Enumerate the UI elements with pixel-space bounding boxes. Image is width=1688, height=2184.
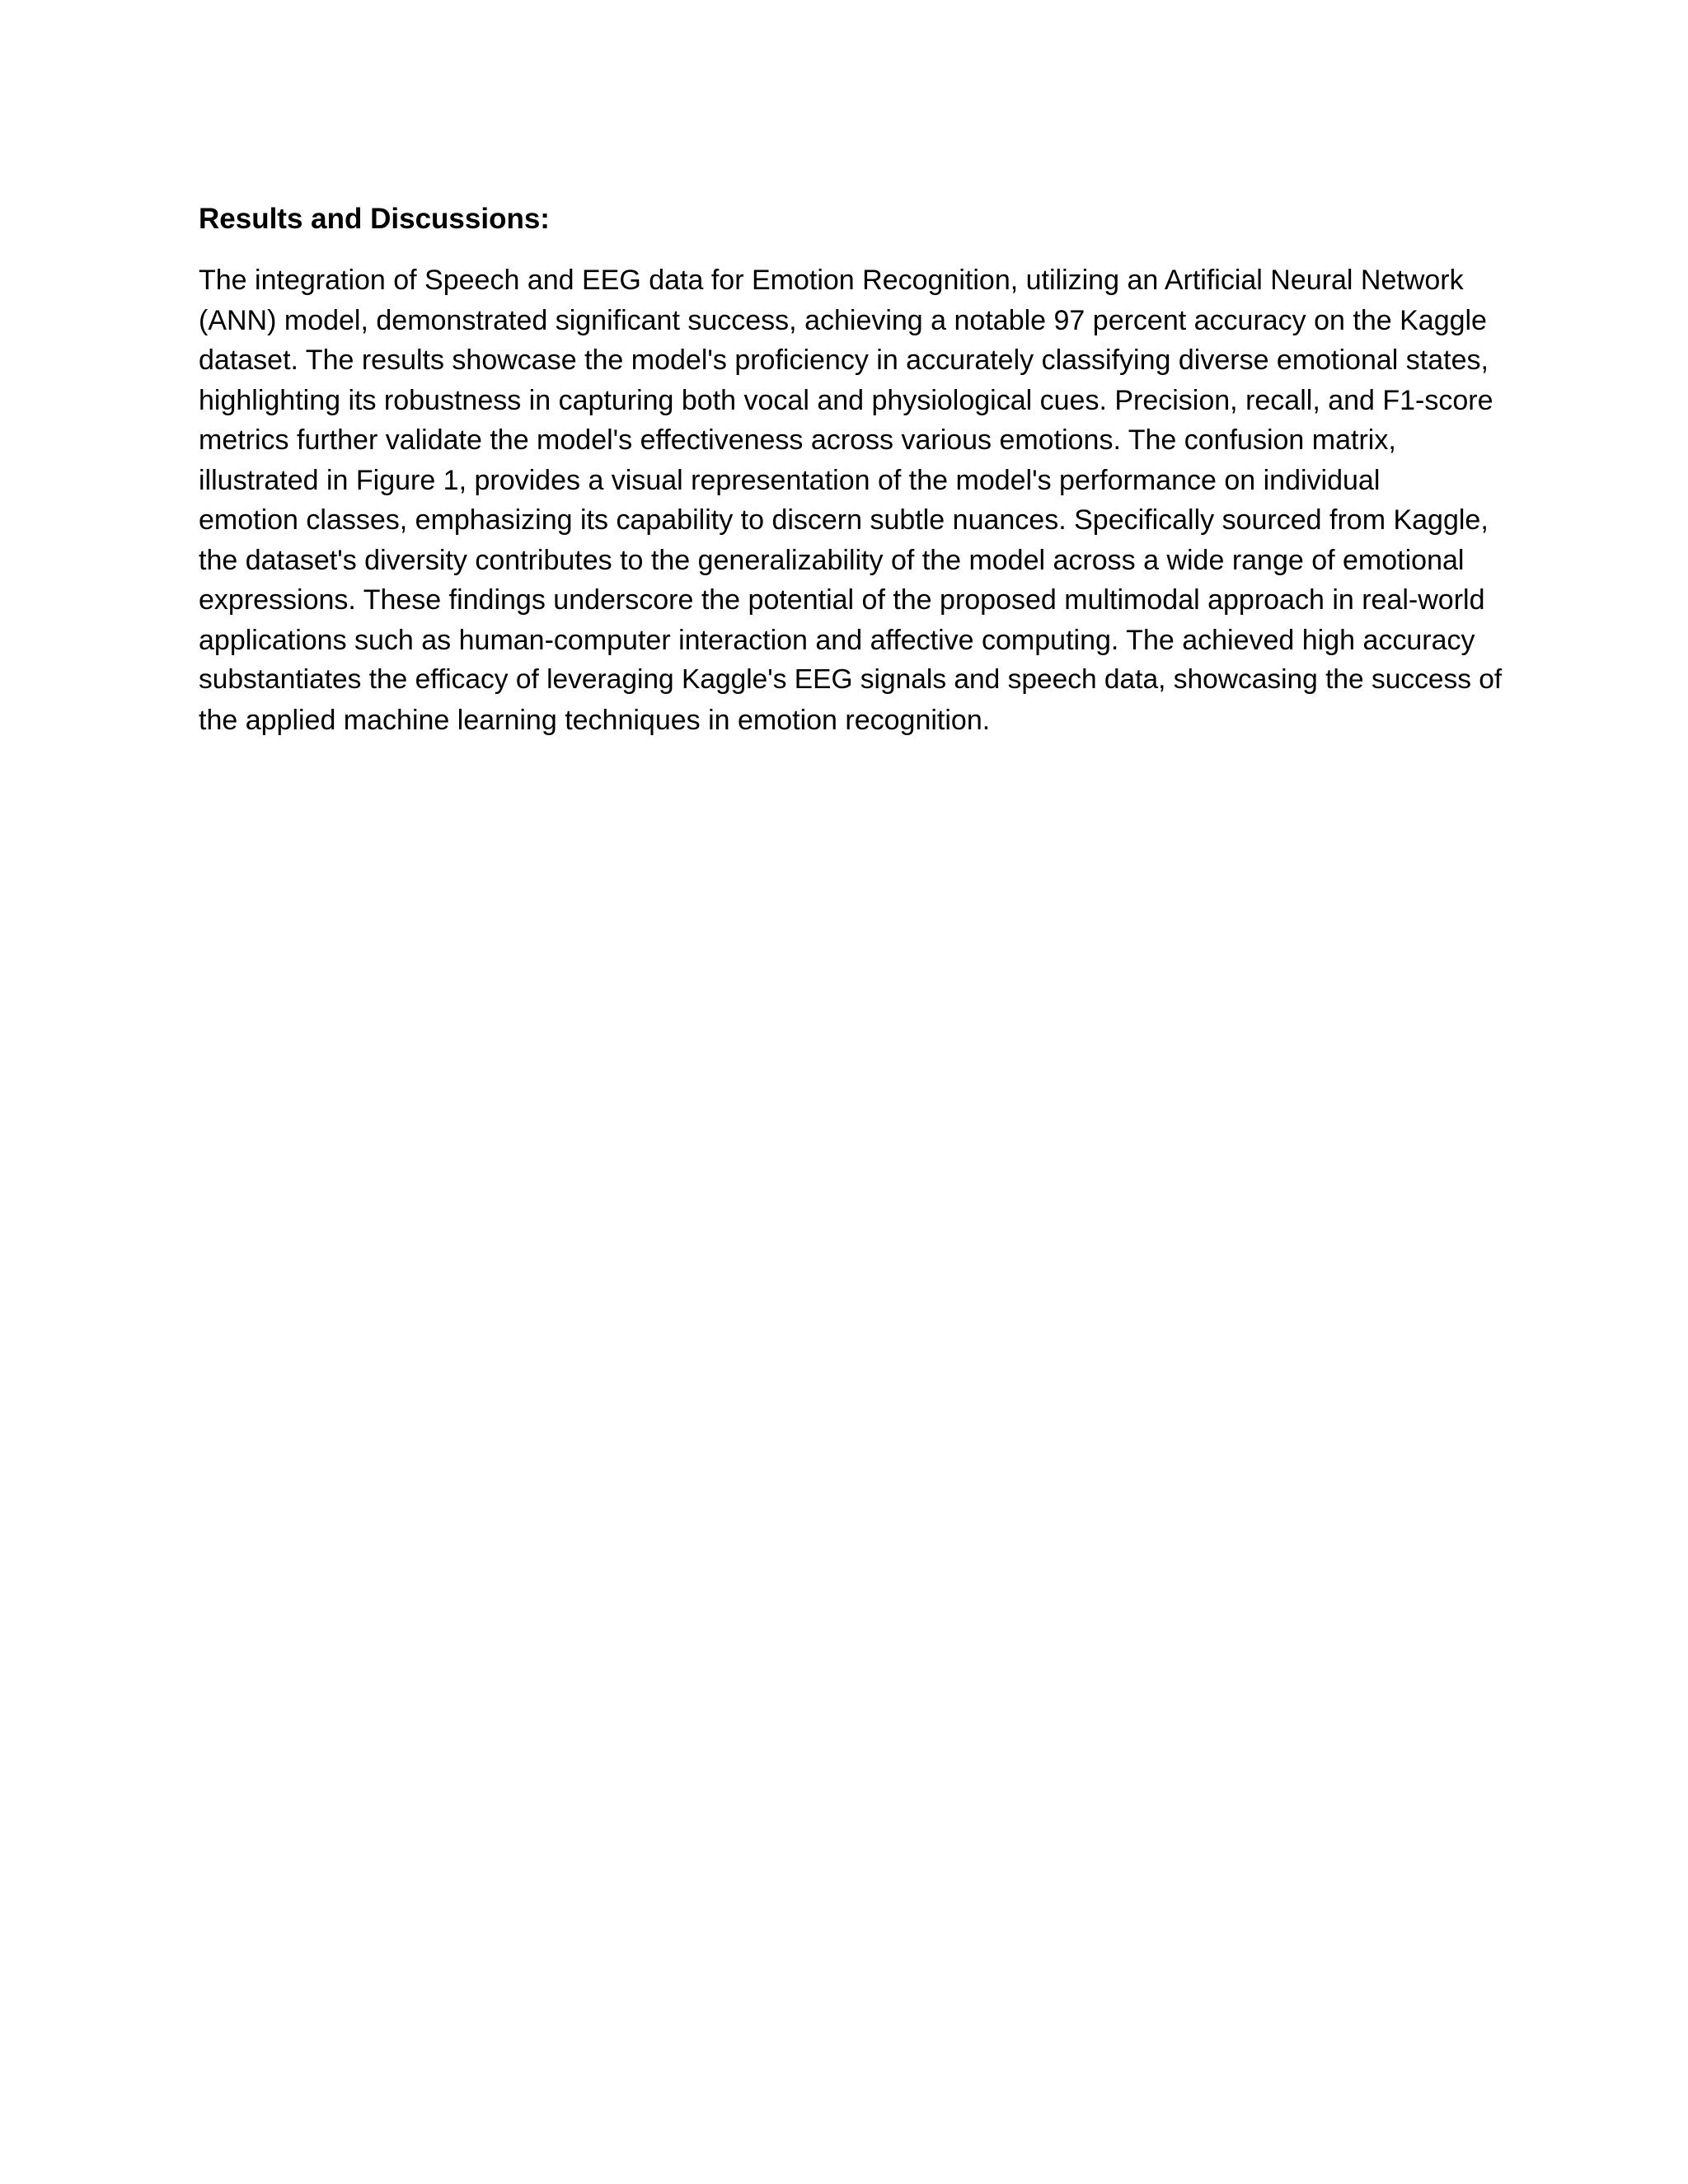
paragraph-line: emotion classes, emphasizing its capability to discern subtle nuances. Specifically sourced from Kaggle, [199,504,1489,536]
paragraph-line: expressions. These findings underscore the potential of the proposed multimodal approach in real-world [199,584,1485,616]
section-heading: Results and Discussions: [199,203,550,235]
paragraph-line: dataset. The results showcase the model's proficiency in accurately classifying diverse emotional states, [199,344,1489,376]
paragraph-line: the dataset's diversity contributes to the generalizability of the model across a wide range of emotional [199,544,1465,576]
paragraph-line: illustrated in Figure 1, provides a visual representation of the model's performance on individual [199,464,1381,496]
results-section [199,198,1517,740]
paragraph-line: applications such as human-computer interaction and affective computing. The achieved high accuracy [199,624,1475,656]
paragraph-line: (ANN) model, demonstrated significant success, achieving a notable 97 percent accuracy on the Kaggle [199,304,1487,336]
paragraph-line: the applied machine learning techniques in emotion recognition. [199,704,991,736]
section-paragraph [199,260,1517,740]
paragraph-line: substantiates the efficacy of leveraging Kaggle's EEG signals and speech data, showcasing the success of [199,664,1503,695]
paragraph-line: The integration of Speech and EEG data for Emotion Recognition, utilizing an Artificial Neural Network [199,265,1464,296]
paragraph-line: metrics further validate the model's effectiveness across various emotions. The confusion matrix, [199,424,1396,456]
paragraph-line: highlighting its robustness in capturing both vocal and physiological cues. Precision, recall, and F1-score [199,384,1493,416]
